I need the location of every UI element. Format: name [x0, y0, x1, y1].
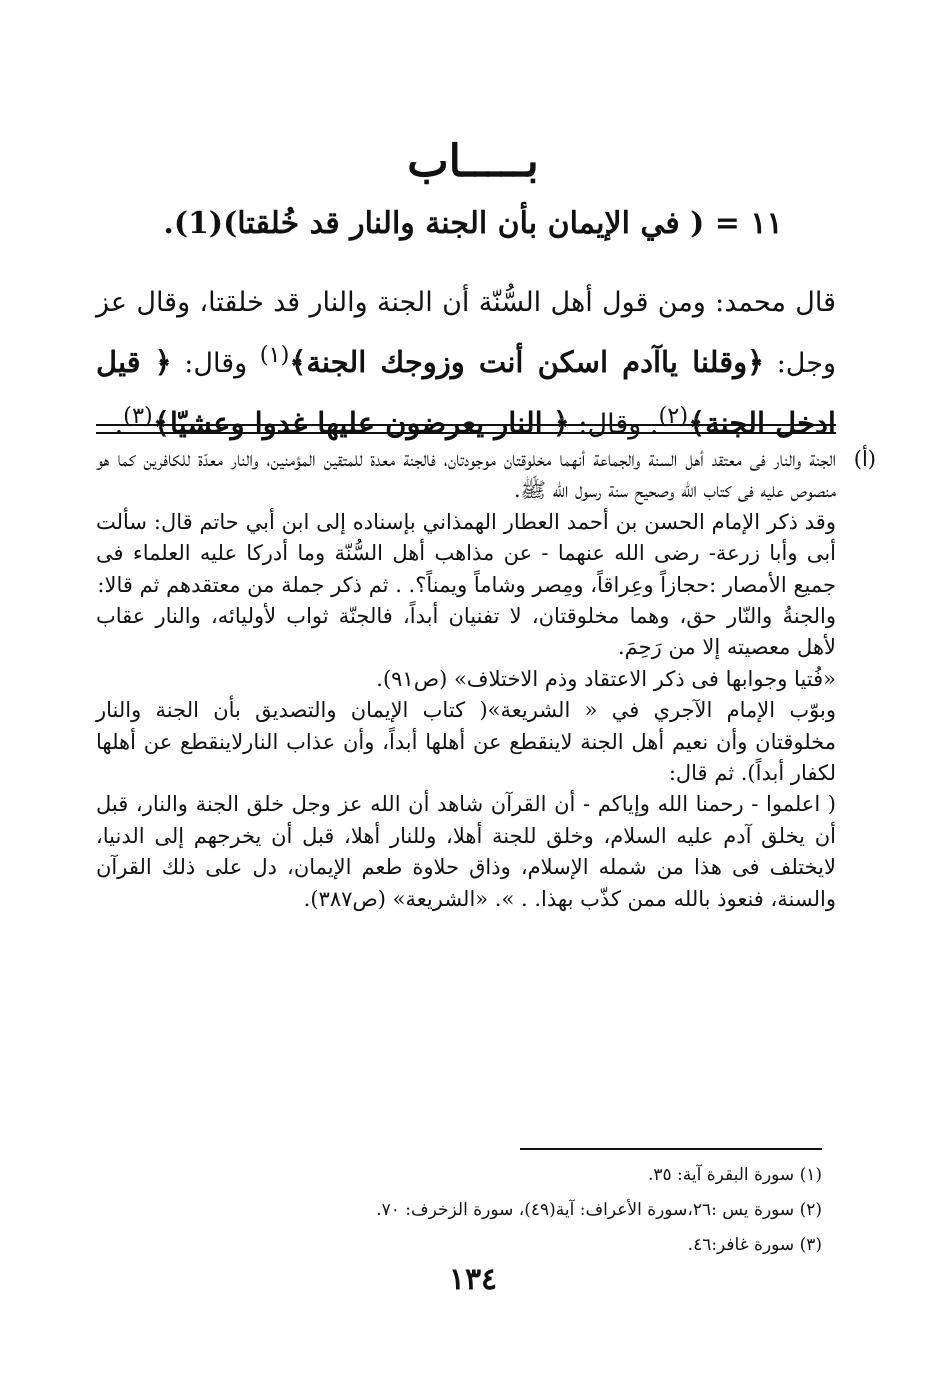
reference-line: (٣) سورة غافر:٤٦.	[687, 1235, 822, 1255]
verse-references	[300, 1158, 822, 1263]
page-number: ١٣٤	[448, 1262, 498, 1297]
chapter-subheading: ١١ = ( في الإيمان بأن الجنة والنار قد خُلقتا)(1).	[163, 206, 783, 241]
intro-text: قال محمد: ومن قول أهل السُّنّة أن الجنة والنار قد خلقتا، وقال عز وجل:	[96, 287, 836, 379]
quran-verse: ﴿وقلنا ياآدم اسكن أنت وزوجك الجنة﴾	[289, 345, 765, 379]
footnote-ref: (٢)	[658, 403, 689, 429]
footnote-divider	[520, 1148, 822, 1150]
footnote-paragraph: وبوّب الإمام الآجري في « الشريعة»( كتاب الإيمان والتصديق بأن الجنة والنار مخلوقتان وأن نعيم أهل الجنة لاينقطع عن أهلها أبداً، وأن عذاب النارلاينقطع عن أهلها لكفار أبداً). ثم قال:	[96, 698, 836, 786]
footnote-paragraph: الجنة والنار فى معتقد أهل السنة والجماعة أنهما مخلوقتان موجودتان، فالجنة معدة للمتقين المؤمنين، والنار معدّة للكافرين كما هو منصوص عليه فى كتاب الله وصحيح سنة رسول الله ﷺ.	[96, 447, 836, 503]
intro-text: .	[114, 409, 124, 440]
chapter-heading: بـــــاب	[407, 136, 539, 187]
footnote-paragraph: ( اعلموا - رحمنا الله وإياكم - أن القرآن شاهد أن الله عز وجل خلق الجنة والنار، قبل أن يخلق آدم عليه السلام، وخلق للجنة أهلا، وللنار أهلا، قبل أن يخرجهم إلى الدنيا، لايختلف فى هذا من شمله الإسلام، وذاق حلاوة طعم الإيمان، دل على ذلك القرآن والسنة، فنعوذ بالله ممن كذّب بهذا. . ». «الشريعة» (ص٣٨٧).	[96, 792, 836, 911]
footnote-paragraph: «فُتيا وجوابها فى ذكر الاعتقاد وذم الاختلاف» (ص٩١).	[376, 666, 836, 691]
quran-verse: ﴿ قيل ادخل الجنة﴾	[96, 345, 836, 440]
footnote-marker: (أ)	[853, 447, 876, 471]
quran-verse: ﴿ النار يعرضون عليها غدوا وعشيّا﴾	[152, 406, 570, 440]
footnote-ref: (٣)	[123, 403, 153, 429]
double-divider	[96, 424, 836, 434]
reference-line: (١) سورة البقرة آية: ٣٥.	[647, 1165, 822, 1185]
editor-footnote	[96, 444, 876, 915]
intro-text: . وقال:	[569, 409, 659, 440]
footnote-paragraph: وقد ذكر الإمام الحسن بن أحمد العطار الهمذاني بإسناده إلى ابن أبي حاتم قال: سألت أبى وأبا زرعة- رضى الله عنهما - عن مذاهب أهل السُّنّة وما أدركا عليه العلماء فى جميع الأمصار :حجازاً وعِراقاً، ومِصر وشاماً ويمناً؟. . ثم ذكر جملة من معتقدهم ثم قالا:	[96, 509, 836, 597]
reference-line: (٢) سورة يس :٢٦،سورة الأعراف: آية(٤٩)، سورة الزخرف: ٧٠.	[376, 1200, 822, 1220]
footnote-ref: (١)	[259, 342, 290, 368]
footnote-paragraph: والجنةُ والنّار حق، وهما مخلوقتان، لا تفنيان أبداً، فالجنّة ثواب لأوليائه، والنار عقاب لأهل معصيته إلا من رَحِمَ.	[96, 604, 836, 660]
intro-text: وقال:	[171, 348, 260, 379]
